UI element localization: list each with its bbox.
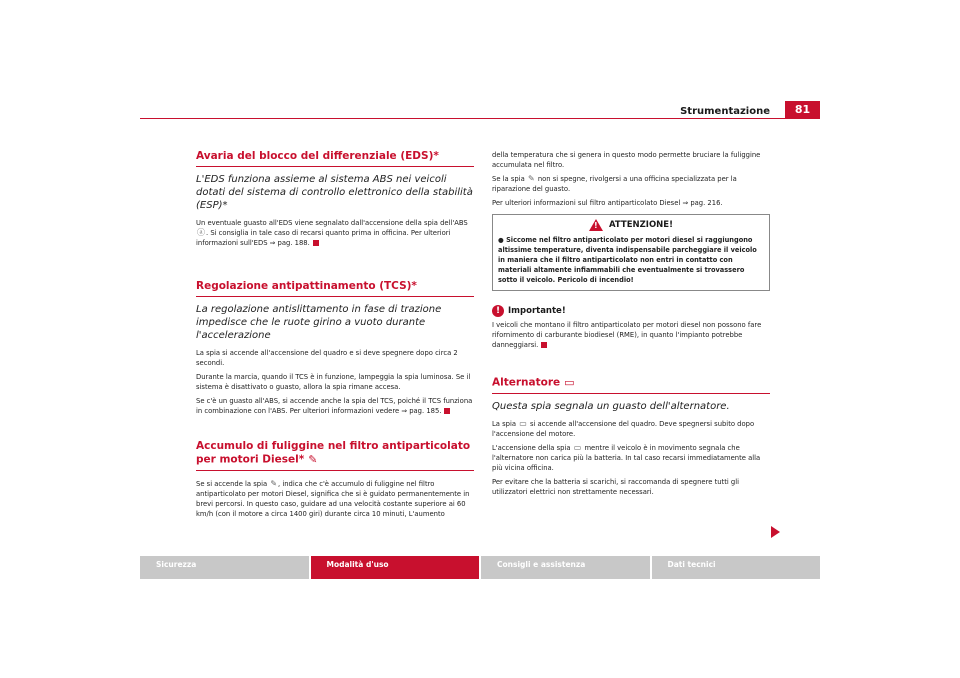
diesel-particulate-filter-icon: ✎ — [527, 174, 535, 183]
tcs-heading: Regolazione antipattinamento (TCS)* — [196, 280, 474, 297]
important-note — [492, 305, 770, 350]
abs-warning-icon: ⓐ — [197, 228, 205, 237]
section-tcs — [196, 280, 474, 416]
exclamation-circle-icon: ! — [492, 305, 504, 317]
alternator-heading — [492, 376, 770, 394]
dpf-cont-paragraph-3: Per ulteriori informazioni sul filtro antiparticolato Diesel ⇒ pag. 216. — [492, 199, 723, 207]
section-eds — [196, 150, 474, 248]
warning-body: Siccome nel filtro antiparticolato per motori diesel si raggiungono altissime temperature, diventa indispensabile parcheggiare il veicolo in maniera che il filtro antiparticolato non entri in contatto con materiali altamente infiammabili che eventualmente si trovassero sotto il veicolo. Pericolo di incendio! — [498, 236, 757, 284]
header-rule — [140, 118, 820, 119]
eds-heading: Avaria del blocco del differenziale (EDS)* — [196, 150, 474, 167]
dpf-cont-paragraph-1: della temperatura che si genera in questo modo permette bruciare la fuliggine accumulata nel filtro. — [492, 151, 761, 169]
alternator-paragraph-2 — [492, 443, 770, 473]
important-paragraph — [492, 320, 770, 350]
diesel-particulate-filter-icon: ✎ — [270, 478, 278, 488]
end-of-section-mark — [444, 408, 450, 414]
tcs-paragraph-1: La spia si accende all'accensione del quadro e si deve spegnere dopo circa 2 secondi. — [196, 349, 458, 367]
important-header — [492, 305, 770, 317]
tcs-paragraph-2: Durante la marcia, quando il TCS è in funzione, lampeggia la spia luminosa. Se il sistema è disattivato o guasto, allora la spia rimane accesa. — [196, 373, 471, 391]
dpf-cont-text-a: Se la spia — [492, 175, 525, 183]
tcs-text-3: Se c'è un guasto all'ABS, si accende anche la spia del TCS, poiché il TCS funziona in combinazione con l'ABS. Per ulteriori informazioni vedere ⇒ pag. 185. — [196, 397, 473, 415]
section-alternator — [492, 376, 770, 497]
warning-header — [498, 219, 764, 231]
warning-title: ATTENZIONE! — [609, 220, 673, 230]
tcs-paragraph-3 — [196, 396, 474, 416]
right-column — [492, 150, 770, 507]
end-of-section-mark — [313, 240, 319, 246]
dpf-cont-paragraph-2 — [492, 174, 770, 194]
dpf-cont-text-b: non si spegne, rivolgersi a una officina specializzata per la riparazione del guasto. — [492, 175, 737, 193]
warning-text — [498, 235, 764, 285]
footer-nav — [140, 556, 820, 579]
tcs-subheading: La regolazione antislittamento in fase di trazione impedisce che le ruote girino a vuoto durante l'accelerazione — [196, 304, 442, 341]
footer-tab-sicurezza[interactable]: Sicurezza — [140, 556, 309, 579]
dpf-text-a: Se si accende la spia — [196, 479, 268, 488]
footer-tab-dati-tecnici[interactable]: Dati tecnici — [652, 556, 821, 579]
eds-paragraph — [196, 218, 474, 248]
section-dpf — [196, 440, 474, 519]
warning-triangle-icon: ! — [589, 219, 603, 231]
dpf-text-b: , indica che c'è accumulo di fuliggine nel filtro antiparticolato per motori Diesel, significa che si è guidato permanentemente in brevi percorsi. In questo caso, guidare ad una velocità costante superiore ai 60 km/h (con il motore a circa 1400 giri) durante circa 10 minuti, L'aumento — [196, 479, 470, 518]
eds-text-b: . Si consiglia in tale caso di recarsi quanto prima in officina. Per ulteriori informazioni sull'EDS ⇒ pag. 188. — [196, 229, 451, 247]
warning-box — [492, 214, 770, 291]
eds-subheading: L'EDS funziona assieme al sistema ABS nei veicoli dotati del sistema di controllo elettronico della stabilità (ESP)* — [196, 174, 473, 211]
important-text: I veicoli che montano il filtro antiparticolato per motori diesel non possono fare rifornimento di carburante biodiesel (RME), in quanto l'impianto potrebbe danneggiarsi. — [492, 321, 762, 349]
alternator-subheading: Questa spia segnala un guasto dell'alternatore. — [492, 400, 730, 412]
next-page-arrow-icon[interactable] — [771, 526, 780, 538]
footer-tab-consigli-assistenza[interactable]: Consigli e assistenza — [481, 556, 650, 579]
alternator-text-1a: La spia — [492, 419, 517, 428]
footer-tab-modalita-uso[interactable]: Modalità d'uso — [311, 556, 480, 579]
alternator-text-2a: L'accensione della spia — [492, 443, 571, 452]
battery-icon: ▭ — [573, 442, 582, 452]
diesel-particulate-filter-icon: ✎ — [308, 453, 318, 466]
eds-text-a: Un eventuale guasto all'EDS viene segnalato dall'accensione della spia dell'ABS — [196, 219, 468, 227]
alternator-text-1b: si accende all'accensione del quadro. Deve spegnersi subito dopo l'accensione del motore. — [492, 419, 755, 438]
page-number: 81 — [785, 101, 820, 119]
dpf-heading-text: Accumulo di fuliggine nel filtro antiparticolato per motori Diesel* — [196, 440, 471, 466]
alternator-paragraph-3: Per evitare che la batteria si scarichi, si raccomanda di spegnere tutti gli utilizzatori elettrici non strettamente necessari. — [492, 477, 740, 496]
battery-icon: ▭ — [564, 376, 575, 389]
header-title: Strumentazione — [680, 106, 770, 117]
end-of-section-mark — [541, 342, 547, 348]
dpf-paragraph — [196, 479, 474, 519]
battery-icon: ▭ — [519, 418, 527, 428]
dpf-heading — [196, 440, 474, 471]
alternator-text-2b: mentre il veicolo è in movimento segnala che l'alternatore non carica più la batteria. In tal caso recarsi immediatamente alla più vicina officina. — [492, 443, 761, 472]
alternator-paragraph-1 — [492, 419, 770, 439]
alternator-heading-text: Alternatore — [492, 376, 561, 389]
left-column — [196, 150, 474, 529]
important-title: Importante! — [508, 306, 566, 316]
bullet-icon: ● — [498, 236, 507, 244]
